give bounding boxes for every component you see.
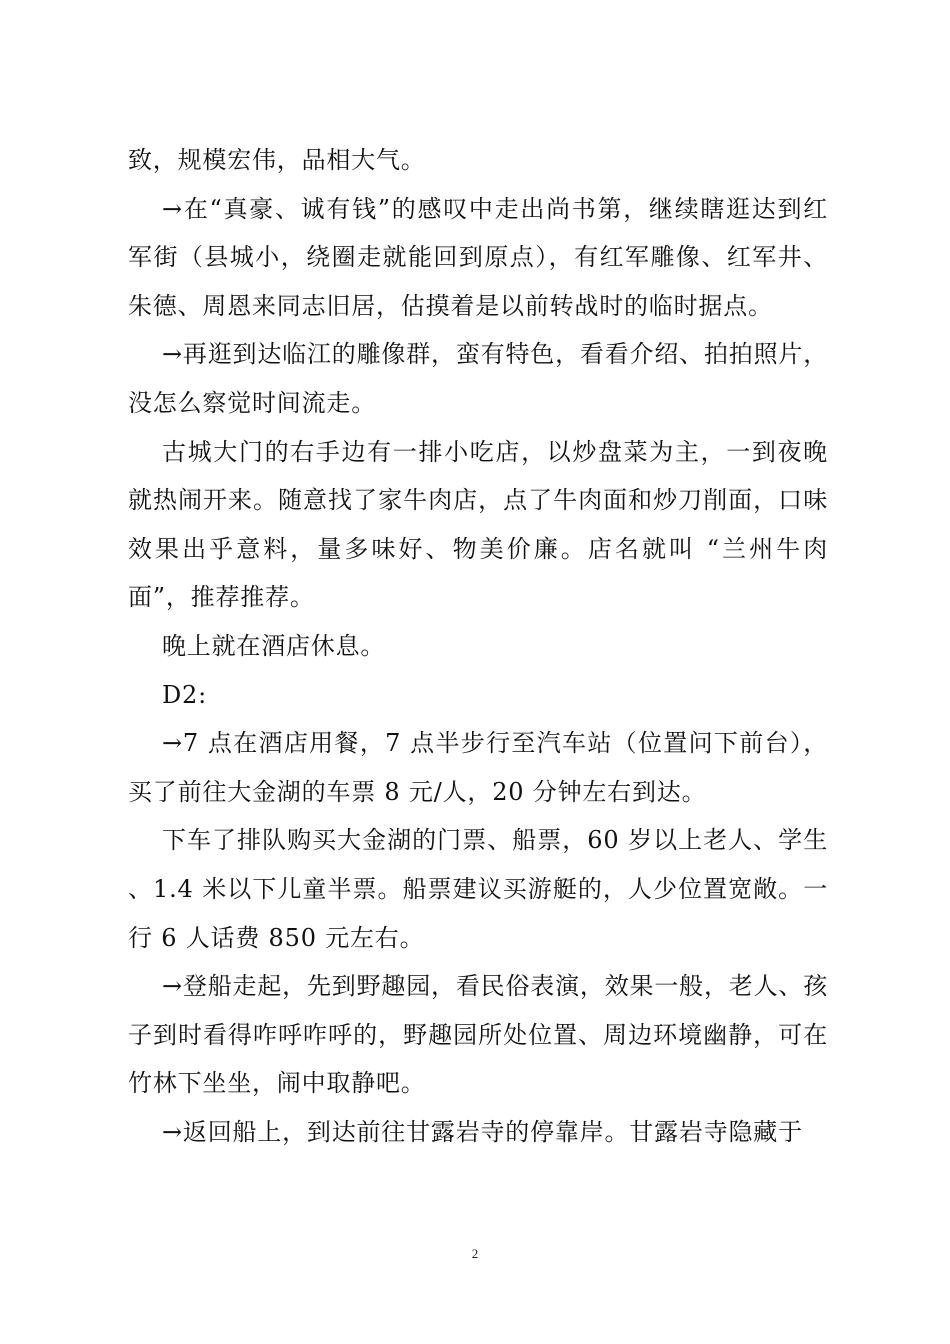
section-heading: D2:	[162, 680, 207, 709]
paragraph: →再逛到达临江的雕像群，蛮有特色，看看介绍、拍拍照片，没怎么察觉时间流走。	[128, 340, 828, 417]
paragraph: 晚上就在酒店休息。	[162, 631, 386, 660]
paragraph: →返回船上，到达前往甘露岩寺的停靠岸。甘露岩寺隐藏于	[162, 1117, 803, 1146]
paragraph: 古城大门的右手边有一排小吃店，以炒盘菜为主，一到夜晚就热闹开来。随意找了家牛肉店，点了牛肉面和炒刀削面，口味效果出乎意料，量多味好、物美价廉。店名就叫 “兰州牛肉面”，推荐推荐。	[128, 437, 828, 612]
paragraph: 下车了排队购买大金湖的门票、船票，60 岁以上老人、学生 、1.4 米以下儿童半票。船票建议买游艇的，人少位置宽敞。一行 6 人话费 850 元左右。	[128, 826, 828, 952]
body-text	[128, 136, 828, 1156]
paragraph: 致，规模宏伟，品相大气。	[128, 146, 426, 174]
paragraph: →在“真豪、诚有钱”的感叹中走出尚书第，继续瞎逛达到红军街（县城小，绕圈走就能回到原点），有红军雕像、红军井、朱德、周恩来同志旧居，估摸着是以前转战时的临时据点。	[128, 194, 828, 320]
page-number: 2	[471, 1246, 479, 1261]
paragraph: →登船走起，先到野趣园，看民俗表演，效果一般，老人、孩子到时看得咋呼咋呼的，野趣园所处位置、周边环境幽静，可在竹林下坐坐，闹中取静吧。	[128, 972, 828, 1098]
paragraph: →7 点在酒店用餐，7 点半步行至汽车站（位置问下前台），买了前往大金湖的车票 8 元/人，20 分钟左右到达。	[128, 729, 828, 806]
